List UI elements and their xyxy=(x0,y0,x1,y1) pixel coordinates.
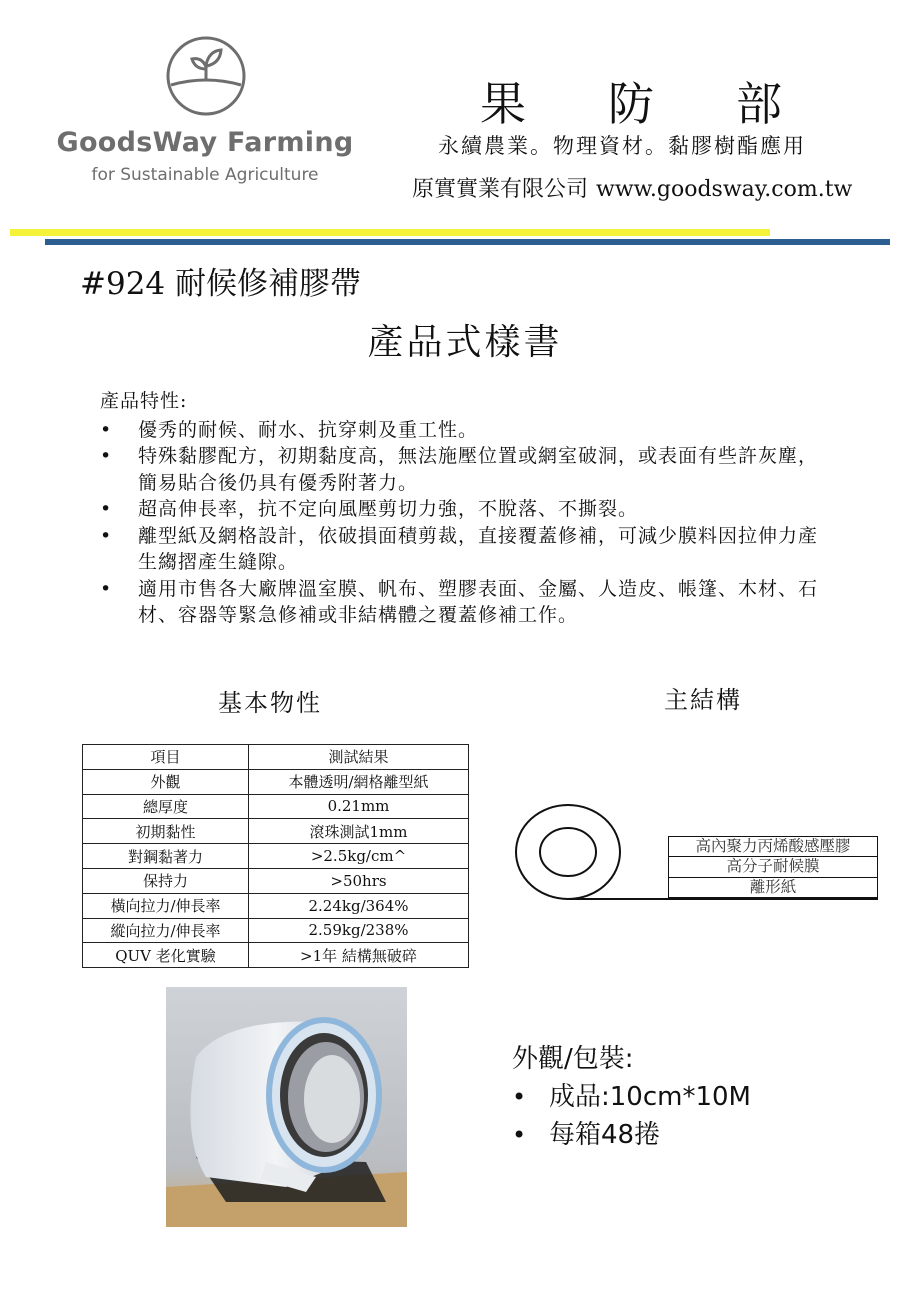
table-cell: 橫向拉力/伸長率 xyxy=(83,893,249,918)
packaging-section xyxy=(512,1040,751,1154)
table-cell: >2.5kg/cm^ xyxy=(249,844,469,869)
department-title: 果防部 xyxy=(480,77,864,131)
table-row xyxy=(83,893,469,918)
properties-table xyxy=(82,744,469,968)
packaging-item: • 每箱48捲 xyxy=(512,1116,751,1154)
table-cell: 總厚度 xyxy=(83,794,249,819)
table-header-cell: 項目 xyxy=(83,745,249,770)
packaging-list xyxy=(512,1078,751,1154)
table-cell: 外觀 xyxy=(83,769,249,794)
table-row xyxy=(83,819,469,844)
feature-item: • 優秀的耐候、耐水、抗穿刺及重工性。 xyxy=(100,417,820,444)
layer-adhesive: 高內聚力丙烯酸感壓膠 xyxy=(668,836,878,857)
logo-brand-name: GoodsWay Farming xyxy=(56,127,354,158)
company-line xyxy=(412,172,852,203)
feature-item: • 適用市售各大廠牌溫室膜、帆布、塑膠表面、金屬、人造皮、帳篷、木材、石材、容器等緊急修補或非結構體之覆蓋修補工作。 xyxy=(100,576,820,629)
sprout-logo-icon xyxy=(165,35,247,117)
table-header-row xyxy=(83,745,469,770)
table-cell: 縱向拉力/伸長率 xyxy=(83,918,249,943)
table-row xyxy=(83,918,469,943)
table-cell: >1年 結構無破碎 xyxy=(249,943,469,968)
yellow-divider xyxy=(10,229,770,236)
layer-film: 高分子耐候膜 xyxy=(668,857,878,877)
features-section xyxy=(100,388,820,629)
table-cell: 對鋼黏著力 xyxy=(83,844,249,869)
feature-item: • 超高伸長率，抗不定向風壓剪切力強，不脫落、不撕裂。 xyxy=(100,496,820,523)
slogan: 永續農業。物理資材。黏膠樹酯應用 xyxy=(438,134,806,158)
company-logo xyxy=(40,35,370,195)
table-cell: 本體透明/網格離型紙 xyxy=(249,769,469,794)
table-cell: 2.59kg/238% xyxy=(249,918,469,943)
table-row xyxy=(83,943,469,968)
feature-item: • 離型紙及網格設計，依破損面積剪裁，直接覆蓋修補，可減少膜料因拉伸力產生縐摺產生縫隙。 xyxy=(100,523,820,576)
document-title: 產品式樣書 xyxy=(367,322,563,363)
product-photo xyxy=(166,987,407,1227)
table-row xyxy=(83,769,469,794)
table-header-cell: 測試結果 xyxy=(249,745,469,770)
features-heading: 產品特性: xyxy=(100,390,188,412)
table-cell: QUV 老化實驗 xyxy=(83,943,249,968)
table-row xyxy=(83,868,469,893)
logo-tagline: for Sustainable Agriculture xyxy=(91,165,319,185)
properties-heading: 基本物性 xyxy=(218,689,322,717)
packaging-item: • 成品:10cm*10M xyxy=(512,1078,751,1116)
table-cell: 2.24kg/364% xyxy=(249,893,469,918)
website-link[interactable]: www.goodsway.com.tw xyxy=(596,177,853,202)
table-cell: 0.21mm xyxy=(249,794,469,819)
company-name: 原實實業有限公司 xyxy=(412,177,589,202)
structure-heading: 主結構 xyxy=(664,686,742,714)
layer-stack xyxy=(668,836,878,898)
blue-divider xyxy=(45,239,890,245)
table-cell: >50hrs xyxy=(249,868,469,893)
table-cell: 滾珠測試1mm xyxy=(249,819,469,844)
roll-outer-edge xyxy=(516,805,620,899)
features-list xyxy=(100,417,820,629)
product-title: #924 耐候修補膠帶 xyxy=(80,266,361,302)
layer-release-paper: 離形紙 xyxy=(668,878,878,898)
roll-core xyxy=(540,828,596,876)
table-cell: 保持力 xyxy=(83,868,249,893)
feature-item: • 特殊黏膠配方，初期黏度高，無法施壓位置或網室破洞，或表面有些許灰塵，簡易貼合後仍具有優秀附著力。 xyxy=(100,443,820,496)
table-row xyxy=(83,794,469,819)
packaging-heading: 外觀/包裝: xyxy=(512,1044,634,1074)
table-row xyxy=(83,844,469,869)
table-cell: 初期黏性 xyxy=(83,819,249,844)
